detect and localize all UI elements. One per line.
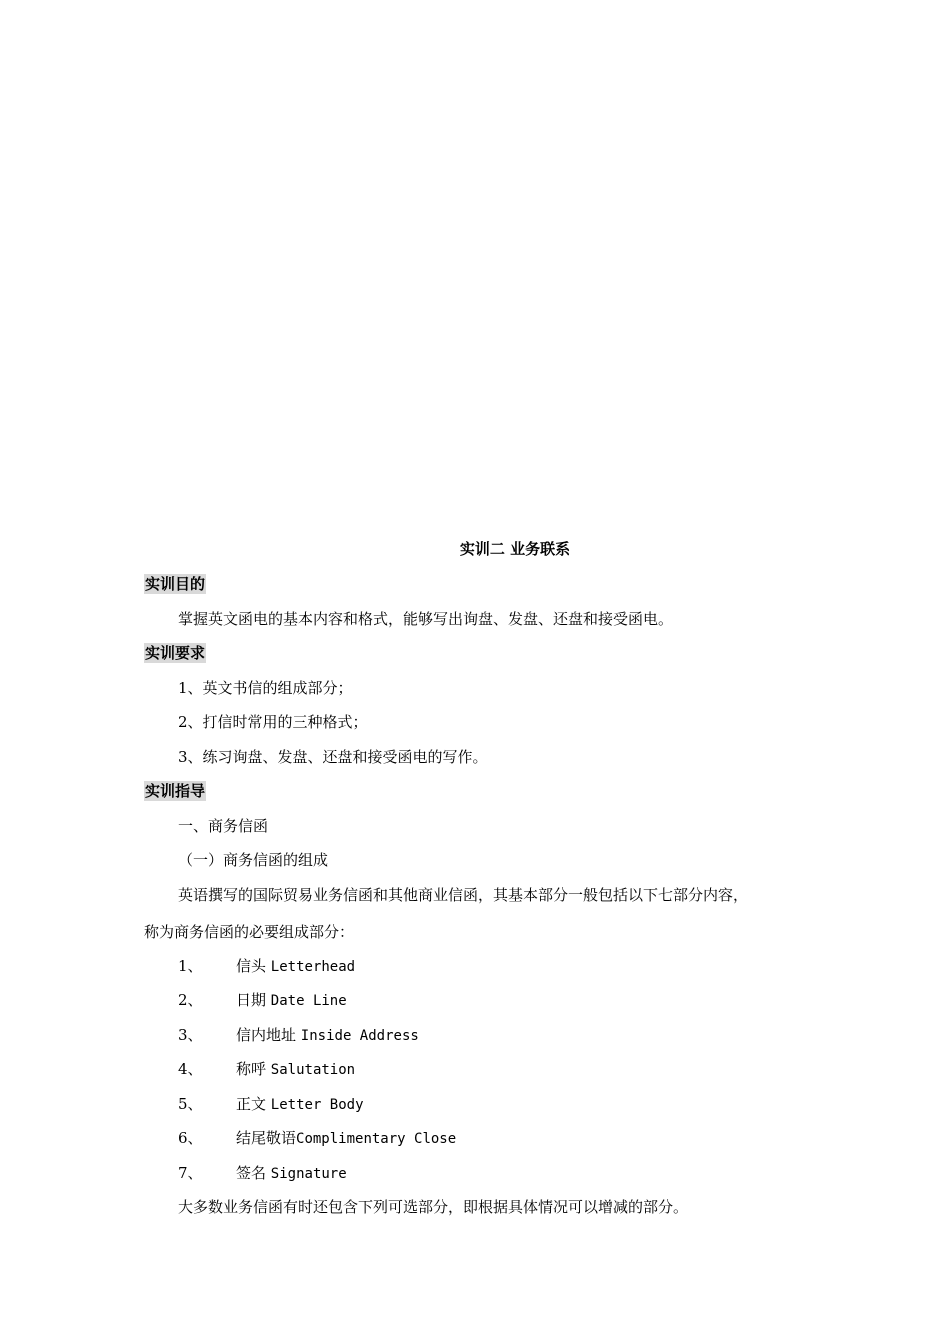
component-zh: 信头	[236, 957, 267, 975]
component-zh: 正文	[236, 1095, 267, 1113]
component-number: 3、	[178, 1026, 203, 1044]
component-en: Signature	[270, 1166, 347, 1182]
component-zh: 信内地址	[236, 1026, 297, 1044]
component-number: 5、	[178, 1095, 203, 1113]
component-number: 4、	[178, 1060, 203, 1078]
component-en: Date Line	[270, 993, 347, 1009]
component-zh: 日期	[236, 991, 267, 1009]
component-zh: 称呼	[236, 1060, 267, 1078]
component-en: Letter Body	[270, 1097, 364, 1113]
requirement-item: 2、打信时常用的三种格式；	[178, 713, 368, 731]
component-en: Salutation	[270, 1062, 356, 1078]
component-item	[236, 990, 347, 1011]
component-en: Complimentary Close	[296, 1131, 457, 1147]
closing-paragraph: 大多数业务信函有时还包含下列可选部分，即根据具体情况可以增减的部分。	[178, 1198, 689, 1216]
component-item	[236, 1163, 347, 1184]
requirements-heading: 实训要求	[145, 644, 206, 662]
component-en: Letterhead	[270, 959, 356, 975]
component-zh: 结尾敬语	[236, 1129, 297, 1147]
requirement-item: 1、英文书信的组成部分；	[178, 679, 353, 697]
requirement-item: 3、练习询盘、发盘、还盘和接受函电的写作。	[178, 748, 488, 766]
component-item	[236, 1128, 456, 1149]
component-item	[236, 956, 355, 977]
objective-heading: 实训目的	[145, 575, 206, 593]
component-number: 1、	[178, 957, 203, 975]
component-item	[236, 1094, 364, 1115]
guide-part-heading: 一、商务信函	[178, 817, 269, 835]
component-number: 7、	[178, 1164, 203, 1182]
guide-paragraph-line: 称为商务信函的必要组成部分：	[144, 923, 355, 941]
guide-subheading: （一）商务信函的组成	[178, 851, 329, 869]
guide-paragraph-line: 英语撰写的国际贸易业务信函和其他商业信函，其基本部分一般包括以下七部分内容，	[178, 886, 749, 904]
component-item	[236, 1059, 355, 1080]
page-title: 实训二 业务联系	[459, 540, 571, 558]
objective-text: 掌握英文函电的基本内容和格式，能够写出询盘、发盘、还盘和接受函电。	[178, 610, 674, 628]
component-item	[236, 1025, 419, 1046]
component-number: 6、	[178, 1129, 203, 1147]
guide-heading: 实训指导	[145, 782, 206, 800]
component-number: 2、	[178, 991, 203, 1009]
component-en: Inside Address	[300, 1028, 419, 1044]
component-zh: 签名	[236, 1164, 267, 1182]
